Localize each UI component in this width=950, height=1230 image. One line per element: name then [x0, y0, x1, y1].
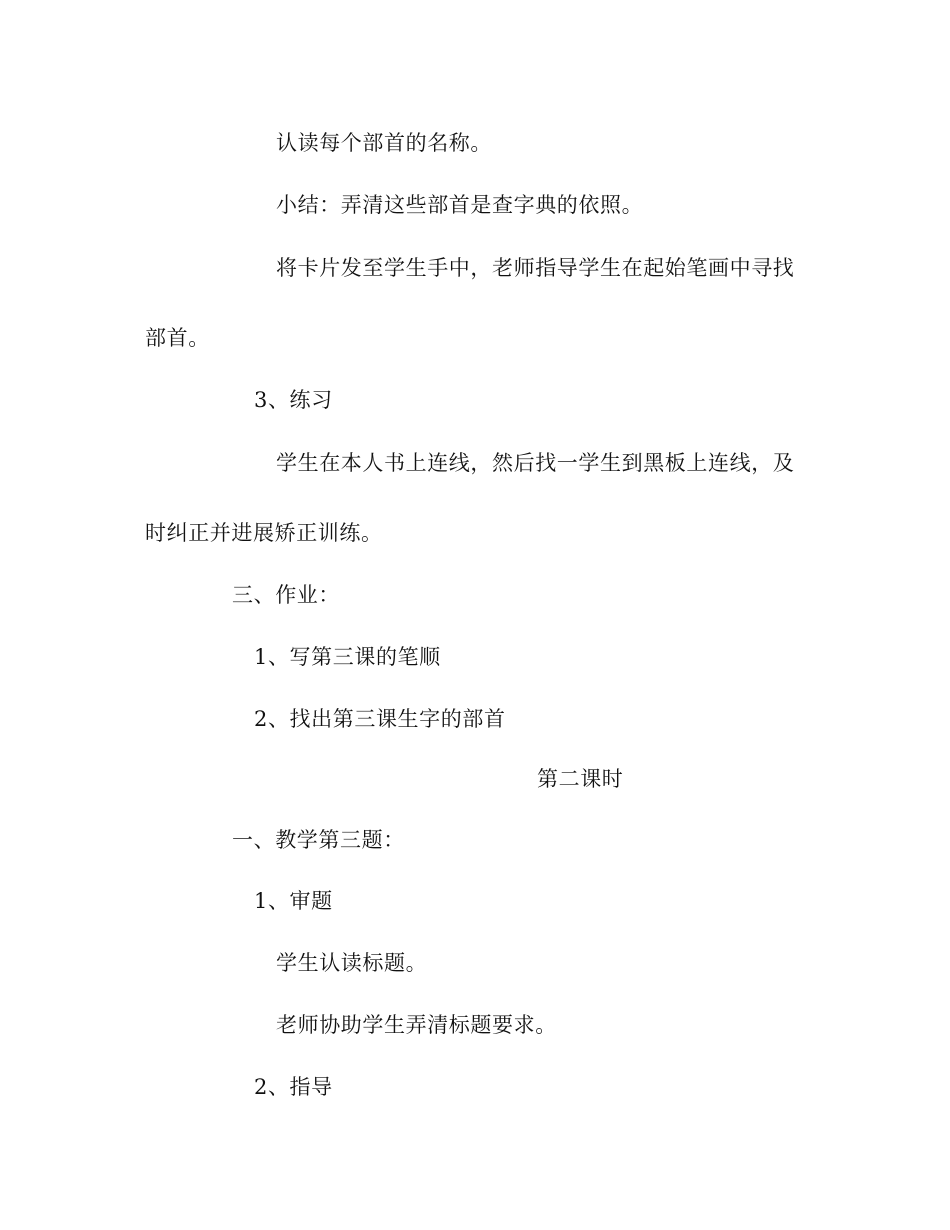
paragraph-line: 老师协助学生弄清标题要求。: [276, 1013, 557, 1037]
list-item: 2、指导: [254, 1075, 333, 1099]
list-item: 1、审题: [254, 889, 333, 913]
paragraph-line: 将卡片发至学生手中，老师指导学生在起始笔画中寻找: [276, 256, 795, 280]
section-heading: 三、作业：: [232, 583, 340, 607]
paragraph-line: 学生在本人书上连线，然后找一学生到黑板上连线，及: [276, 451, 795, 475]
list-item: 2、找出第三课生字的部首: [254, 707, 506, 731]
paragraph-line: 小结：弄清这些部首是查字典的依照。: [276, 193, 644, 217]
section-heading: 3、练习: [254, 388, 333, 412]
section-heading: 一、教学第三题：: [232, 828, 405, 852]
paragraph-line: 认读每个部首的名称。: [276, 131, 492, 155]
lesson-title: 第二课时: [537, 767, 624, 791]
paragraph-line: 学生认读标题。: [276, 951, 428, 975]
paragraph-line: 时纠正并进展矫正训练。: [145, 521, 383, 545]
paragraph-line: 部首。: [145, 326, 210, 350]
list-item: 1、写第三课的笔顺: [254, 645, 441, 669]
